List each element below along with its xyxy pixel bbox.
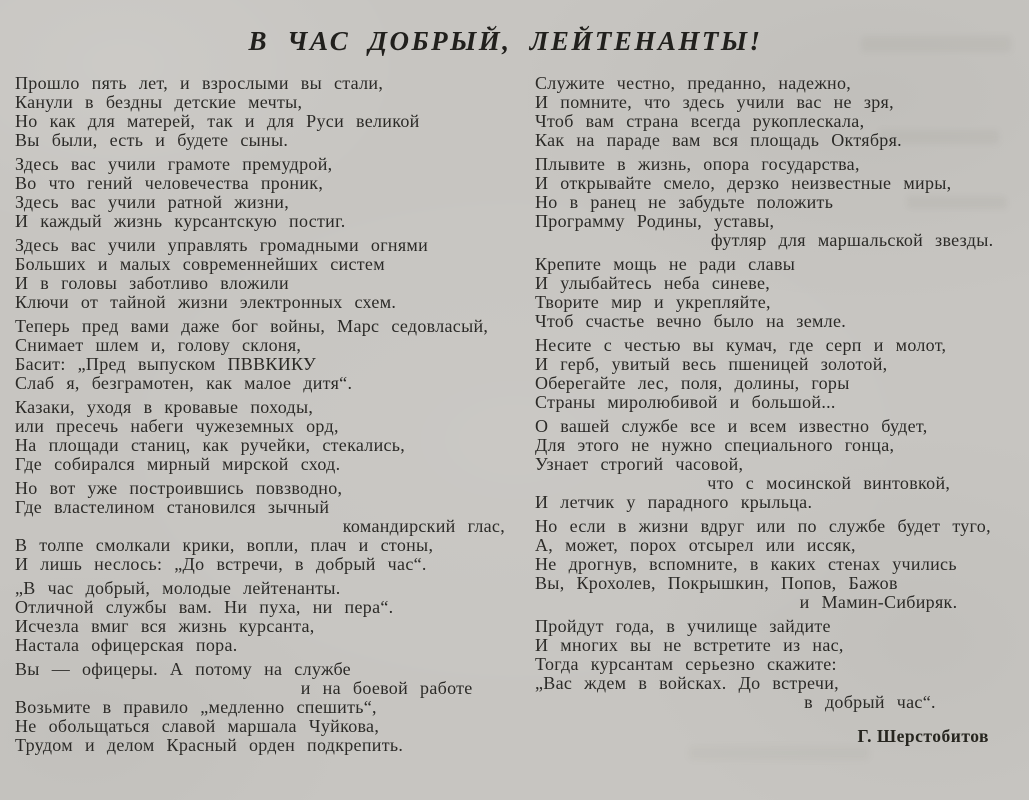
poem-column-right <box>535 74 1015 760</box>
stanza <box>15 579 505 655</box>
poem-line: Снимает шлем и, голову склоня, <box>15 335 302 355</box>
poem-line: На площади станиц, как ручейки, стекались, <box>15 435 406 455</box>
poem-line: И летчик у парадного крыльца. <box>535 492 813 512</box>
poem-line: „Вас ждем в войсках. До встречи, <box>535 673 839 693</box>
poem-line: Программу Родины, уставы, <box>535 211 775 231</box>
stanza <box>15 155 505 231</box>
poem-line: Вы — офицеры. А потому на службе <box>15 659 351 679</box>
poem-line: командирский глас, <box>342 516 505 536</box>
poem-line: или пресечь набеги чужеземных орд, <box>15 416 339 436</box>
poem-line: Басит: „Пред выпуском ПВВКИКУ <box>15 354 317 374</box>
stanza <box>535 336 1015 412</box>
poem-line: „В час добрый, молодые лейтенанты. <box>15 578 341 598</box>
poem-line: Вы были, есть и будете сыны. <box>15 130 289 150</box>
stanza <box>535 517 1015 612</box>
poem-line: Плывите в жизнь, опора государства, <box>535 154 860 174</box>
poem-column-left <box>15 74 505 760</box>
poem-line: И в головы заботливо вложили <box>15 273 289 293</box>
poem-line: Чтоб вам страна всегда рукоплескала, <box>535 111 865 131</box>
poem-line: Больших и малых современнейших систем <box>15 254 385 274</box>
poem-line: А, может, порох отсырел или иссяк, <box>535 535 856 555</box>
poem-title: В ЧАС ДОБРЫЙ, ЛЕЙТЕНАНТЫ! <box>248 26 763 56</box>
author-signature: Г. Шерстобитов <box>857 726 989 746</box>
poem-line: Не обольщаться славой маршала Чуйкова, <box>15 716 380 736</box>
poem-line: Теперь пред вами даже бог войны, Марс седовласый, <box>15 316 489 336</box>
stanza <box>15 236 505 312</box>
poem-line: О вашей службе все и всем известно будет, <box>535 416 928 436</box>
poem-columns <box>15 74 1015 760</box>
poem-line: Где собирался мирный мирской сход. <box>15 454 341 474</box>
poem-line: Оберегайте лес, поля, долины, горы <box>535 373 850 393</box>
poem-line: Слаб я, безграмотен, как малое дитя“. <box>15 373 353 393</box>
poem-line: В толпе смолкали крики, вопли, плач и стоны, <box>15 535 434 555</box>
poem-line: Но если в жизни вдруг или по службе будет туго, <box>535 516 991 536</box>
poem-line: Отличной службы вам. Ни пуха, ни пера“. <box>15 597 394 617</box>
poem-line: Творите мир и укрепляйте, <box>535 292 771 312</box>
stanza <box>535 417 1015 512</box>
poem-line: в добрый час“. <box>804 692 936 712</box>
poem-line: И герб, увитый весь пшеницей золотой, <box>535 354 888 374</box>
stanza <box>15 317 505 393</box>
poem-line: Здесь вас учили управлять громадными огнями <box>15 235 429 255</box>
stanza <box>15 479 505 574</box>
stanza <box>535 255 1015 331</box>
poem-line: Несите с честью вы кумач, где серп и молот, <box>535 335 947 355</box>
poem-line: И лишь неслось: „До встречи, в добрый час“. <box>15 554 427 574</box>
poem-line: Здесь вас учили ратной жизни, <box>15 192 290 212</box>
poem-line: Узнает строгий часовой, <box>535 454 744 474</box>
poem-line: Крепите мощь не ради славы <box>535 254 796 274</box>
poem-line: И помните, что здесь учили вас не зря, <box>535 92 894 112</box>
poem-line: что с мосинской винтовкой, <box>707 473 951 493</box>
poem-line: Во что гений человечества проник, <box>15 173 324 193</box>
poem-line: Как на параде вам вся площадь Октября. <box>535 130 902 150</box>
poem-line: Здесь вас учили грамоте премудрой, <box>15 154 333 174</box>
poem-line: Где властелином становился зычный <box>15 497 330 517</box>
stanza <box>535 617 1015 712</box>
poem-line: И открывайте смело, дерзко неизвестные миры, <box>535 173 952 193</box>
poem-line: И многих вы не встретите из нас, <box>535 635 844 655</box>
poem-line: Настала офицерская пора. <box>15 635 238 655</box>
poem-line: Возьмите в правило „медленно спешить“, <box>15 697 377 717</box>
poem-line: футляр для маршальской звезды. <box>710 230 994 250</box>
poem-line: и на боевой работе <box>300 678 473 698</box>
poem-line: Но вот уже построившись повзводно, <box>15 478 343 498</box>
poem-line: Тогда курсантам серьезно скажите: <box>535 654 837 674</box>
poem-line: Но в ранец не забудьте положить <box>535 192 834 212</box>
poem-line: Для этого не нужно специального гонца, <box>535 435 895 455</box>
stanza <box>15 74 505 150</box>
stanza <box>535 155 1015 250</box>
poem-line: И улыбайтесь неба синеве, <box>535 273 771 293</box>
poem-line: и Мамин-Сибиряк. <box>799 592 958 612</box>
poem-line: Но как для матерей, так и для Руси великой <box>15 111 420 131</box>
poem-line: Трудом и делом Красный орден подкрепить. <box>15 735 404 755</box>
stanza <box>15 660 505 755</box>
poem-line: Прошло пять лет, и взрослыми вы стали, <box>15 73 384 93</box>
poem-line: Ключи от тайной жизни электронных схем. <box>15 292 397 312</box>
poem-line: Пройдут года, в училище зайдите <box>535 616 831 636</box>
poem-line: Канули в бездны детские мечты, <box>15 92 303 112</box>
poem-line: Исчезла вмиг вся жизнь курсанта, <box>15 616 315 636</box>
poem-line: Не дрогнув, вспомните, в каких стенах учились <box>535 554 957 574</box>
poem-line: Служите честно, преданно, надежно, <box>535 73 852 93</box>
stanza <box>15 398 505 474</box>
poem-line: Чтоб счастье вечно было на земле. <box>535 311 847 331</box>
poem-line: Вы, Крохолев, Покрышкин, Попов, Бажов <box>535 573 898 593</box>
poem-line: Страны миролюбивой и большой... <box>535 392 836 412</box>
poem-line: И каждый жизнь курсантскую постиг. <box>15 211 346 231</box>
stanza <box>535 74 1015 150</box>
poem-line: Казаки, уходя в кровавые походы, <box>15 397 314 417</box>
